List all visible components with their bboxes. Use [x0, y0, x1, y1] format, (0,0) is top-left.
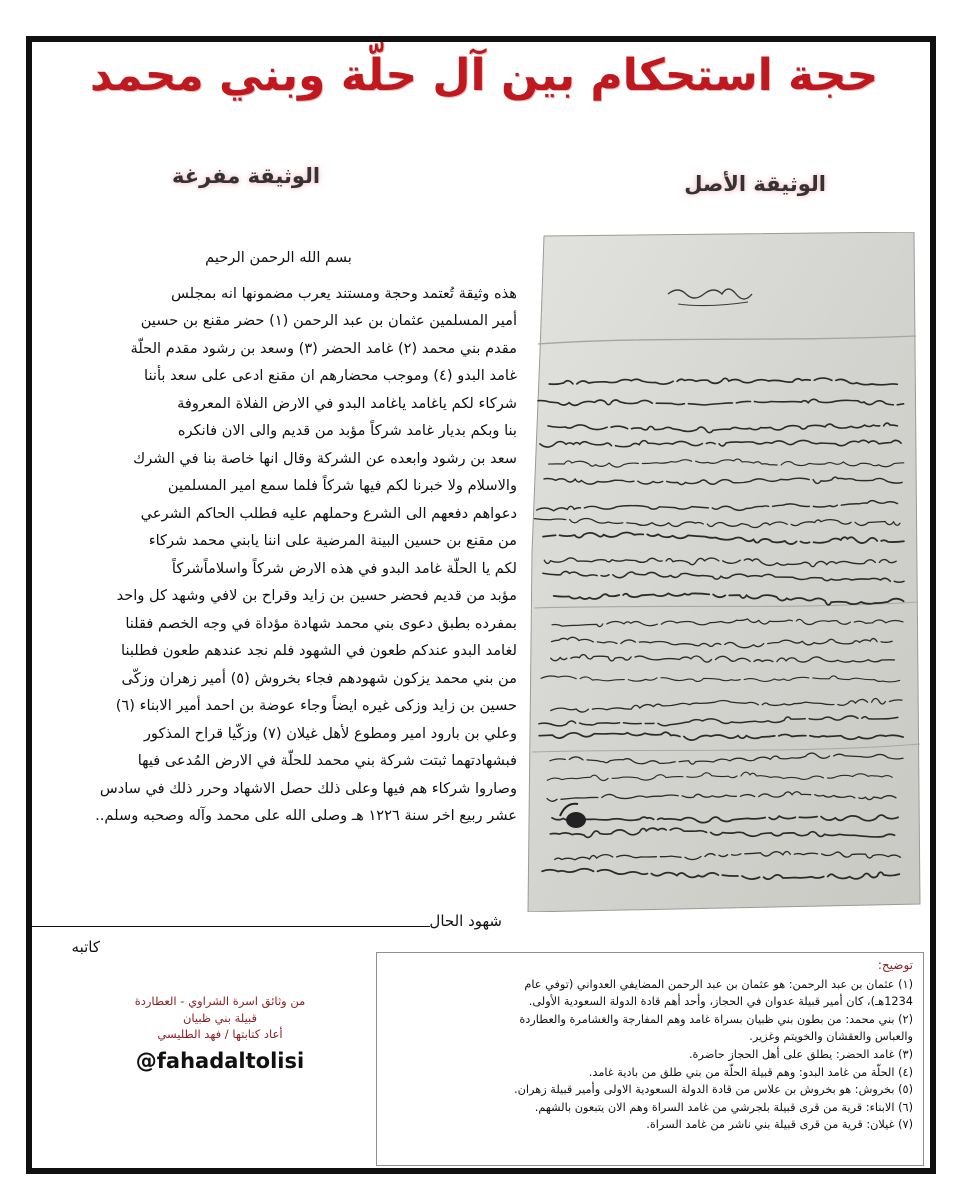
transcript-line: أمير المسلمين عثمان بن عبد الرحمن (١) حضر مقنع بن حسين: [140, 312, 517, 329]
transcript-line: مؤبد من قديم فحضر حسين بن زايد وقراح بن لافي وشهد كل واحد: [116, 587, 517, 604]
transcript-line: من مقنع بن حسين البينة المرضية على اننا يابني محمد شركاء: [148, 532, 517, 549]
note-item: (٤) الحلّة من غامد البدو: وهم قبيلة الحلّة من بني طلق من بادية غامد.: [588, 1065, 913, 1079]
original-manuscript-image: [518, 232, 922, 912]
transcript-line: غامد البدو (٤) وموجب محضارهم ان مقنع ادعى على سعد بأننا: [144, 367, 517, 384]
credits: [80, 993, 360, 1073]
transcript-line: لغامد البدو عندكم طعون في الشهود فلم نجد عندهم طعون فطلبنا: [121, 642, 517, 659]
transcript-line: شركاء لكم ياغامد ياغامد البدو في الارض الفلاة المعروفة: [177, 394, 517, 412]
basmala: بسم الله الرحمن الرحيم: [205, 249, 352, 266]
transcript-line: بمفرده بطبق دعوى بني محمد شهادة مؤداة في وجه الخصم فقلنا: [125, 614, 517, 632]
transcript-line: مقدم بني محمد (٢) غامد الحضر (٣) وسعد بن رشود مقدم الحلّة: [130, 339, 517, 357]
note-item: 1234هـ)، كان أمير قبيلة عدوان في الحجاز، وأحد أهم قادة الدولة السعودية الأولى.: [528, 995, 913, 1009]
original-document-label: الوثيقة الأصل: [684, 172, 826, 196]
transcribed-document-label: الوثيقة مفرغة: [172, 164, 321, 188]
note-item: (٢) بني محمد: من بطون بني ظبيان بسراة غامد وهم المفارجة والغشامرة والعطاردة: [519, 1012, 913, 1026]
transcript-line: بنا وبكم بديار غامد شركاً مؤبد من قديم والى الان فانكره: [177, 422, 517, 439]
transcript-line: وعلي بن بارود امير ومطوع لأهل غيلان (٧) وزكّيا قراح المذكور: [143, 724, 517, 742]
notes-box: [376, 952, 924, 1166]
note-item: والعباس والعقشان والخويتم وغزير.: [749, 1030, 913, 1044]
transcript-line: حسين بن زايد وزكى غيره ايضاً وجاء عوضة بن احمد أمير الابناء (٦): [115, 697, 517, 714]
note-item: (١) عثمان بن عبد الرحمن: هو عثمان بن عبد الرحمن المضايفي العدواني (توفي عام: [524, 977, 913, 991]
transcript-line: والاسلام ولا خبرنا لكم فيها شركاً فلما سمع امير المسلمين: [167, 477, 517, 494]
transcript-line: لكم يا الحلّة غامد البدو في هذه الارض شركاً واسلاماًشركاً: [171, 559, 517, 577]
witnesses-label: شهود الحال: [429, 912, 502, 930]
social-handle[interactable]: @fahadaltolisi: [135, 1048, 305, 1073]
note-item: (٦) الابناء: قرية من قرى قبيلة بلجرشي من غامد السراة وهم الان يتبعون بالشهم.: [534, 1100, 913, 1114]
transcript-line: سعد بن رشود وابعده عن الشركة وقال انها خاصة بنا في الشرك: [133, 449, 517, 467]
transcript-line: فبشهادتهما ثبتت شركة بني محمد للحلّة في الارض المُدعى فيها: [137, 752, 517, 769]
transcribed-text: [40, 244, 517, 830]
transcript-line: هذه وثيقة تُعتمد وحجة ومستند يعرب مضمونها انه بمجلس: [171, 284, 517, 302]
transcript-line: دعواهم دفعهم الى الشرع وحملهم عليه فطلب الحاكم الشرعي: [140, 504, 517, 522]
note-item: (٥) بخروش: هو بخروش بن علاس من قادة الدولة السعودية الاولى وأمير قبيلة زهران.: [514, 1083, 913, 1097]
credits-rewriter: أعاد كتابتها / فهد الطليسي: [157, 1027, 283, 1041]
note-item: (٧) غيلان: قرية من قرى قبيلة بني ناشر من غامد السراة.: [646, 1118, 913, 1132]
notes-title: توضيح:: [877, 958, 913, 972]
note-item: (٣) غامد الحضر: يطلق على أهل الحجاز حاضرة.: [688, 1047, 913, 1061]
credits-source: من وثائق اسرة الشراوي - العطاردة: [134, 994, 306, 1008]
transcript-line: عشر ربيع اخر سنة ١٢٢٦ هـ وصلى الله على محمد وآله وصحبه وسلم..: [95, 807, 517, 824]
page-title: حجة استحكام بين آل حلّة وبني محمد: [89, 50, 879, 101]
writer-label: كاتبه: [71, 938, 100, 956]
transcript-line: من بني محمد يزكون شهودهم فجاء بخروش (٥) أمير زهران وزكّى: [121, 669, 517, 687]
credits-tribe: قبيلة بني ظبيان: [182, 1010, 258, 1025]
signature-line: [30, 926, 430, 927]
transcript-line: وصاروا شركاء هم فيها وعلى ذلك حصل الاشهاد وحرر ذلك في سادس: [99, 779, 517, 797]
